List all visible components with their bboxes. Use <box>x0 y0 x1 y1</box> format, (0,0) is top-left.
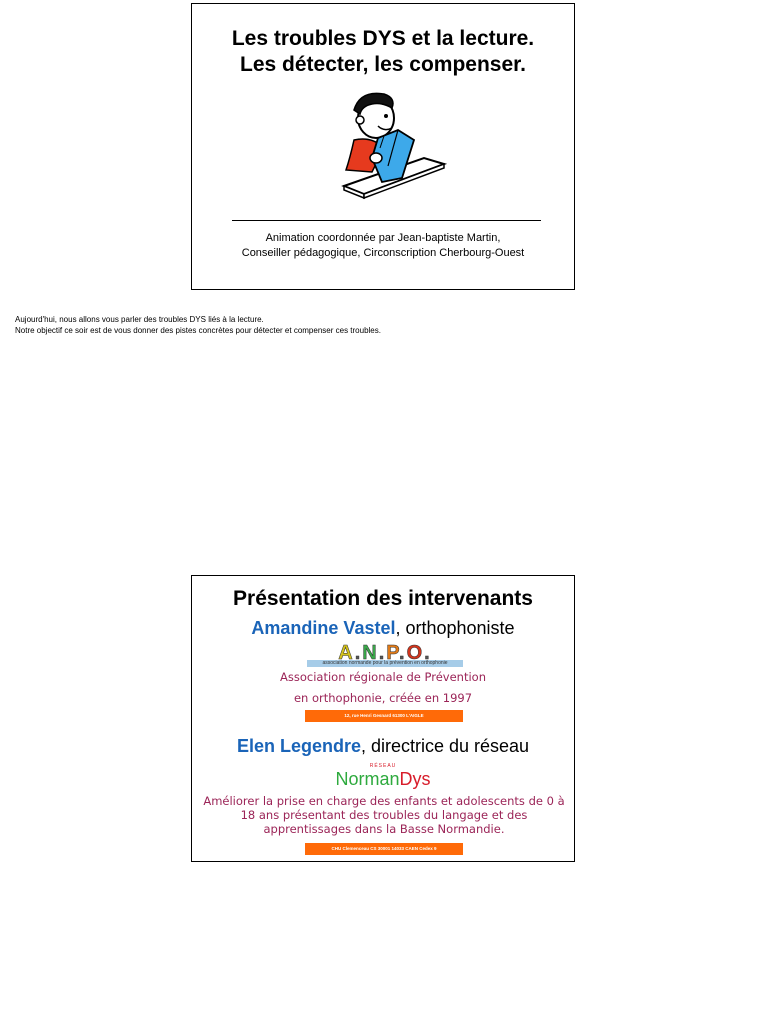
credit-line-2: Conseiller pédagogique, Circonscription Cherbourg-Ouest <box>241 247 525 259</box>
anpo-description-line-1: Association régionale de Prévention <box>280 670 486 684</box>
anpo-tagline: association normande pour la prévention en orthophonie <box>307 660 463 667</box>
notes-line-2: Notre objectif ce soir est de vous donner des pistes concrètes pour détecter et compenser ces troubles. <box>15 326 381 335</box>
normandys-address-bar: CHU Clemenceau CS 30001 14033 CAEN Cedex 9 <box>305 843 463 855</box>
speaker-notes <box>15 314 755 336</box>
credit-text <box>192 231 574 261</box>
speaker-1 <box>192 617 574 639</box>
divider-rule <box>232 220 541 221</box>
normandys-name-part-2: Dys <box>399 769 431 789</box>
anpo-letter-glyph: N <box>362 642 379 664</box>
credit-line-1: Animation coordonnée par Jean-baptiste Martin, <box>265 232 501 244</box>
slide-presenters-heading: Présentation des intervenants <box>233 587 533 610</box>
slide-title-heading <box>192 26 574 78</box>
anpo-logo <box>307 642 463 669</box>
anpo-letters <box>307 642 463 664</box>
speaker-2-role: , directrice du réseau <box>360 736 530 756</box>
slide-presenters <box>191 575 575 862</box>
normandys-mission: Améliorer la prise en charge des enfants et adolescents de 0 à 18 ans présentant des troubles du langage et des apprentissages dans la Basse Normandie. <box>203 794 565 836</box>
anpo-address-bar: 12, rue Henri Gesnard 61300 L'AIGLE <box>305 710 463 722</box>
normandys-reseau-label: RÉSEAU <box>369 763 397 769</box>
speaker-1-role: , orthophoniste <box>395 618 515 638</box>
anpo-letter-glyph: . <box>378 642 387 664</box>
anpo-letter-glyph: . <box>399 642 407 664</box>
normandys-name-part-1: Norman <box>335 769 400 789</box>
title-line-2: Les détecter, les compenser. <box>240 53 526 76</box>
speaker-1-name: Amandine Vastel <box>251 618 396 638</box>
anpo-letter-glyph: P <box>386 642 400 664</box>
normandys-logo <box>192 763 574 789</box>
notes-line-1: Aujourd'hui, nous allons vous parler des troubles DYS liés à la lecture. <box>15 315 264 324</box>
slide-title <box>191 3 575 290</box>
speaker-2-name: Elen Legendre <box>236 736 361 756</box>
anpo-letters-text <box>338 642 431 664</box>
title-line-1: Les troubles DYS et la lecture. <box>231 27 535 50</box>
anpo-description-line-2: en orthophonie, créée en 1997 <box>293 691 473 705</box>
normandys-name <box>192 769 574 789</box>
anpo-letter-glyph: A <box>338 642 355 664</box>
boy-reading-book-illustration <box>332 88 452 206</box>
speaker-2 <box>192 735 574 757</box>
anpo-letter-glyph: O <box>406 642 425 664</box>
anpo-letter-glyph: . <box>424 642 432 664</box>
anpo-letter-glyph: . <box>354 642 363 664</box>
